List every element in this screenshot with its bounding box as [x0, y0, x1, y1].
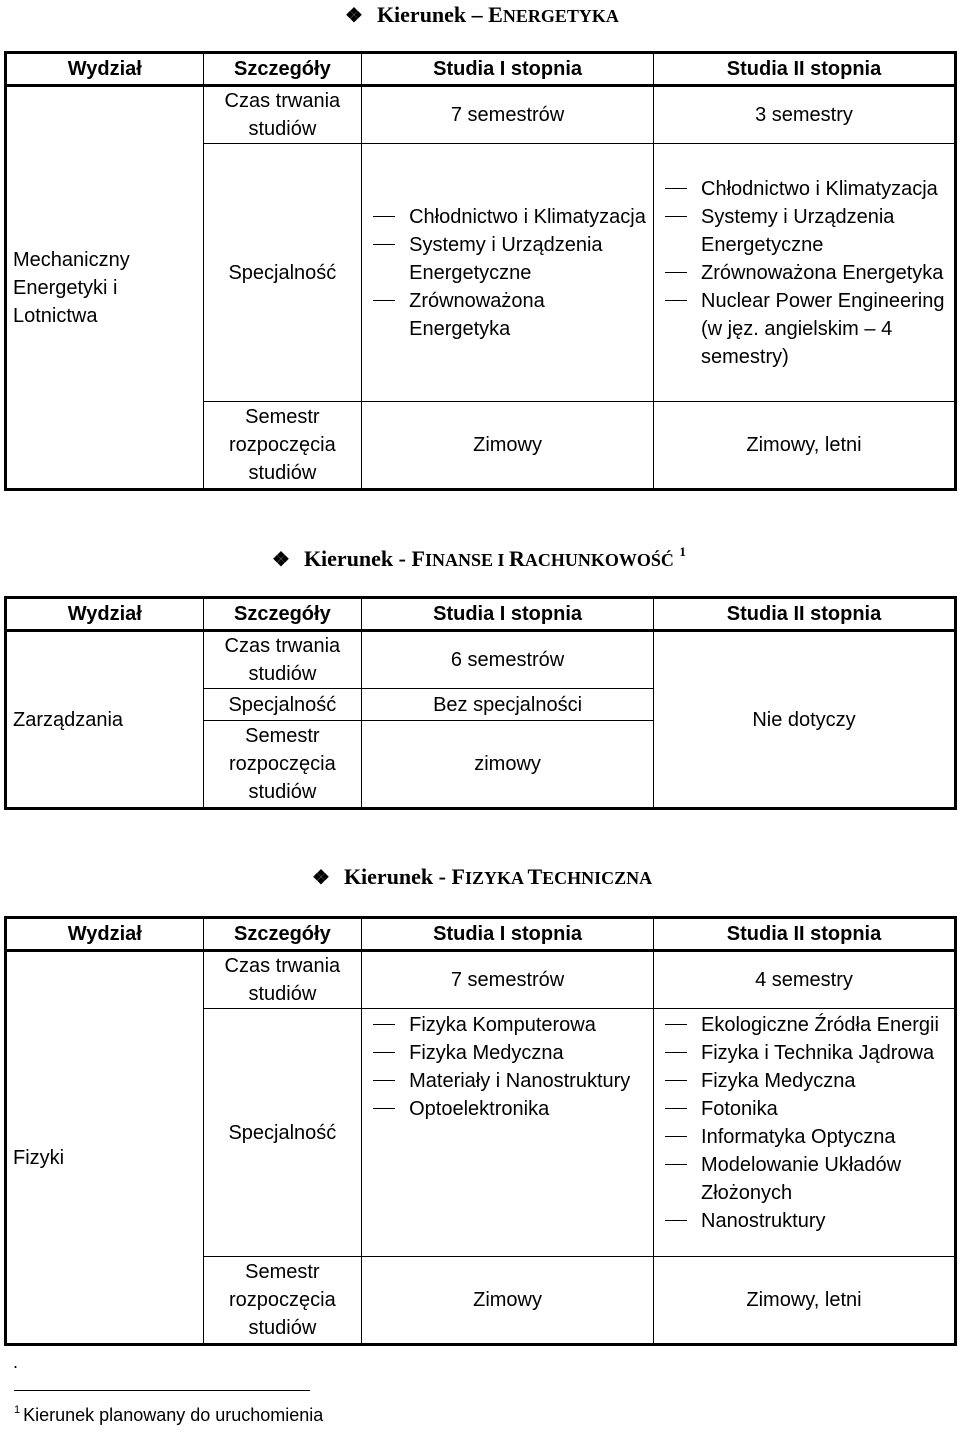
table-row [6, 951, 956, 1009]
section-heading-finanse [272, 544, 686, 572]
heading-part: ACHUNKOWOŚĆ [524, 550, 674, 570]
list-item: Nanostruktury [660, 1207, 952, 1235]
heading-rest: NERGETYKA [502, 6, 619, 26]
heading-initial: T [527, 864, 543, 889]
header-level-1: Studia I stopnia [362, 918, 654, 951]
semester-level-1: Zimowy [362, 402, 654, 490]
semester-level-1: Zimowy [362, 1257, 654, 1345]
header-level-2: Studia II stopnia [654, 918, 956, 951]
semester-label: Semestr rozpoczęcia studiów [203, 402, 362, 490]
specialties-level-1 [362, 144, 654, 402]
footnote-mark: 1 [14, 1404, 21, 1416]
header-level-1: Studia I stopnia [362, 598, 654, 631]
level-2-not-applicable: Nie dotyczy [654, 631, 956, 809]
header-level-1: Studia I stopnia [362, 53, 654, 86]
semester-level-2: Zimowy, letni [654, 402, 956, 490]
heading-part: ECHNICZNA [542, 868, 653, 888]
specialties-level-2 [654, 1009, 956, 1257]
section-heading-fizyka [312, 864, 652, 890]
heading-part: IZYKA [464, 868, 528, 888]
duration-level-1: 7 semestrów [362, 951, 654, 1009]
table-fizyka [4, 916, 957, 1346]
header-details: Szczegóły [203, 53, 362, 86]
heading-prefix: Kierunek – [376, 2, 489, 27]
footnote-separator [14, 1390, 310, 1391]
duration-label: Czas trwania studiów [203, 951, 362, 1009]
table-header-row [6, 598, 956, 631]
table-header-row [6, 53, 956, 86]
specialty-label: Specjalność [203, 144, 362, 402]
list-item: Systemy i Urządzenia Energetyczne [368, 231, 647, 287]
faculty-cell: Zarządzania [6, 631, 204, 809]
diamond-bullet-icon: ❖ [272, 549, 290, 571]
duration-label: Czas trwania studiów [203, 631, 362, 689]
diamond-bullet-icon: ❖ [345, 5, 363, 27]
list-item: Fizyka Komputerowa [368, 1011, 647, 1039]
header-faculty: Wydział [6, 918, 204, 951]
table-row [6, 86, 956, 144]
heading-part: INANSE I [424, 550, 509, 570]
duration-level-2: 3 semestry [654, 86, 956, 144]
duration-level-1: 7 semestrów [362, 86, 654, 144]
header-level-2: Studia II stopnia [654, 598, 956, 631]
footnote-ref: 1 [679, 544, 686, 559]
duration-level-2: 4 semestry [654, 951, 956, 1009]
list-item: Optoelektronika [368, 1095, 647, 1123]
table-header-row [6, 918, 956, 951]
list-item: Chłodnictwo i Klimatyzacja [660, 175, 948, 203]
header-faculty: Wydział [6, 53, 204, 86]
list-item: Chłodnictwo i Klimatyzacja [368, 203, 647, 231]
header-details: Szczegóły [203, 918, 362, 951]
footnote [14, 1404, 323, 1426]
list-item: Fizyka Medyczna [368, 1039, 647, 1067]
list-item: Zrównoważona Energetyka [660, 259, 948, 287]
list-item: Materiały i Nanostruktury [368, 1067, 647, 1095]
heading-initial: F [451, 864, 465, 889]
table-finanse [4, 596, 957, 810]
list-item: Fizyka Medyczna [660, 1067, 952, 1095]
header-faculty: Wydział [6, 598, 204, 631]
list-item: Fotonika [660, 1095, 952, 1123]
specialties-level-2 [654, 144, 956, 402]
semester-label: Semestr rozpoczęcia studiów [203, 1257, 362, 1345]
specialty-label: Specjalność [203, 689, 362, 721]
specialty-level-1: Bez specjalności [362, 689, 654, 721]
table-energetyka [4, 51, 957, 491]
table-row [6, 631, 956, 689]
header-details: Szczegóły [203, 598, 362, 631]
list-item: Informatyka Optyczna [660, 1123, 952, 1151]
faculty-cell: Mechaniczny Energetyki i Lotnictwa [6, 86, 204, 490]
faculty-cell: Fizyki [6, 951, 204, 1345]
duration-level-1: 6 semestrów [362, 631, 654, 689]
header-level-2: Studia II stopnia [654, 53, 956, 86]
list-item: Systemy i Urządzenia Energetyczne [660, 203, 948, 259]
semester-level-1: zimowy [362, 721, 654, 809]
section-heading-energetyka [345, 2, 619, 28]
semester-label: Semestr rozpoczęcia studiów [203, 721, 362, 809]
list-item: Modelowanie Układów Złożonych [660, 1151, 952, 1207]
semester-level-2: Zimowy, letni [654, 1257, 956, 1345]
list-item: Ekologiczne Źródła Energii [660, 1011, 952, 1039]
list-item: Zrównoważona Energetyka [368, 287, 647, 343]
heading-prefix: Kierunek - [303, 546, 412, 571]
footnote-text: Kierunek planowany do uruchomienia [23, 1405, 324, 1425]
specialties-level-1 [362, 1009, 654, 1257]
duration-label: Czas trwania studiów [203, 86, 362, 144]
list-item: Fizyka i Technika Jądrowa [660, 1039, 952, 1067]
stray-dot: . [13, 1352, 19, 1372]
list-item: Nuclear Power Engineering (w jęz. angielskim – 4 semestry) [660, 287, 948, 371]
heading-initial: F [411, 546, 425, 571]
heading-initial: E [488, 2, 503, 27]
heading-prefix: Kierunek - [343, 864, 452, 889]
diamond-bullet-icon: ❖ [312, 867, 330, 889]
specialty-label: Specjalność [203, 1009, 362, 1257]
heading-initial: R [508, 546, 525, 571]
